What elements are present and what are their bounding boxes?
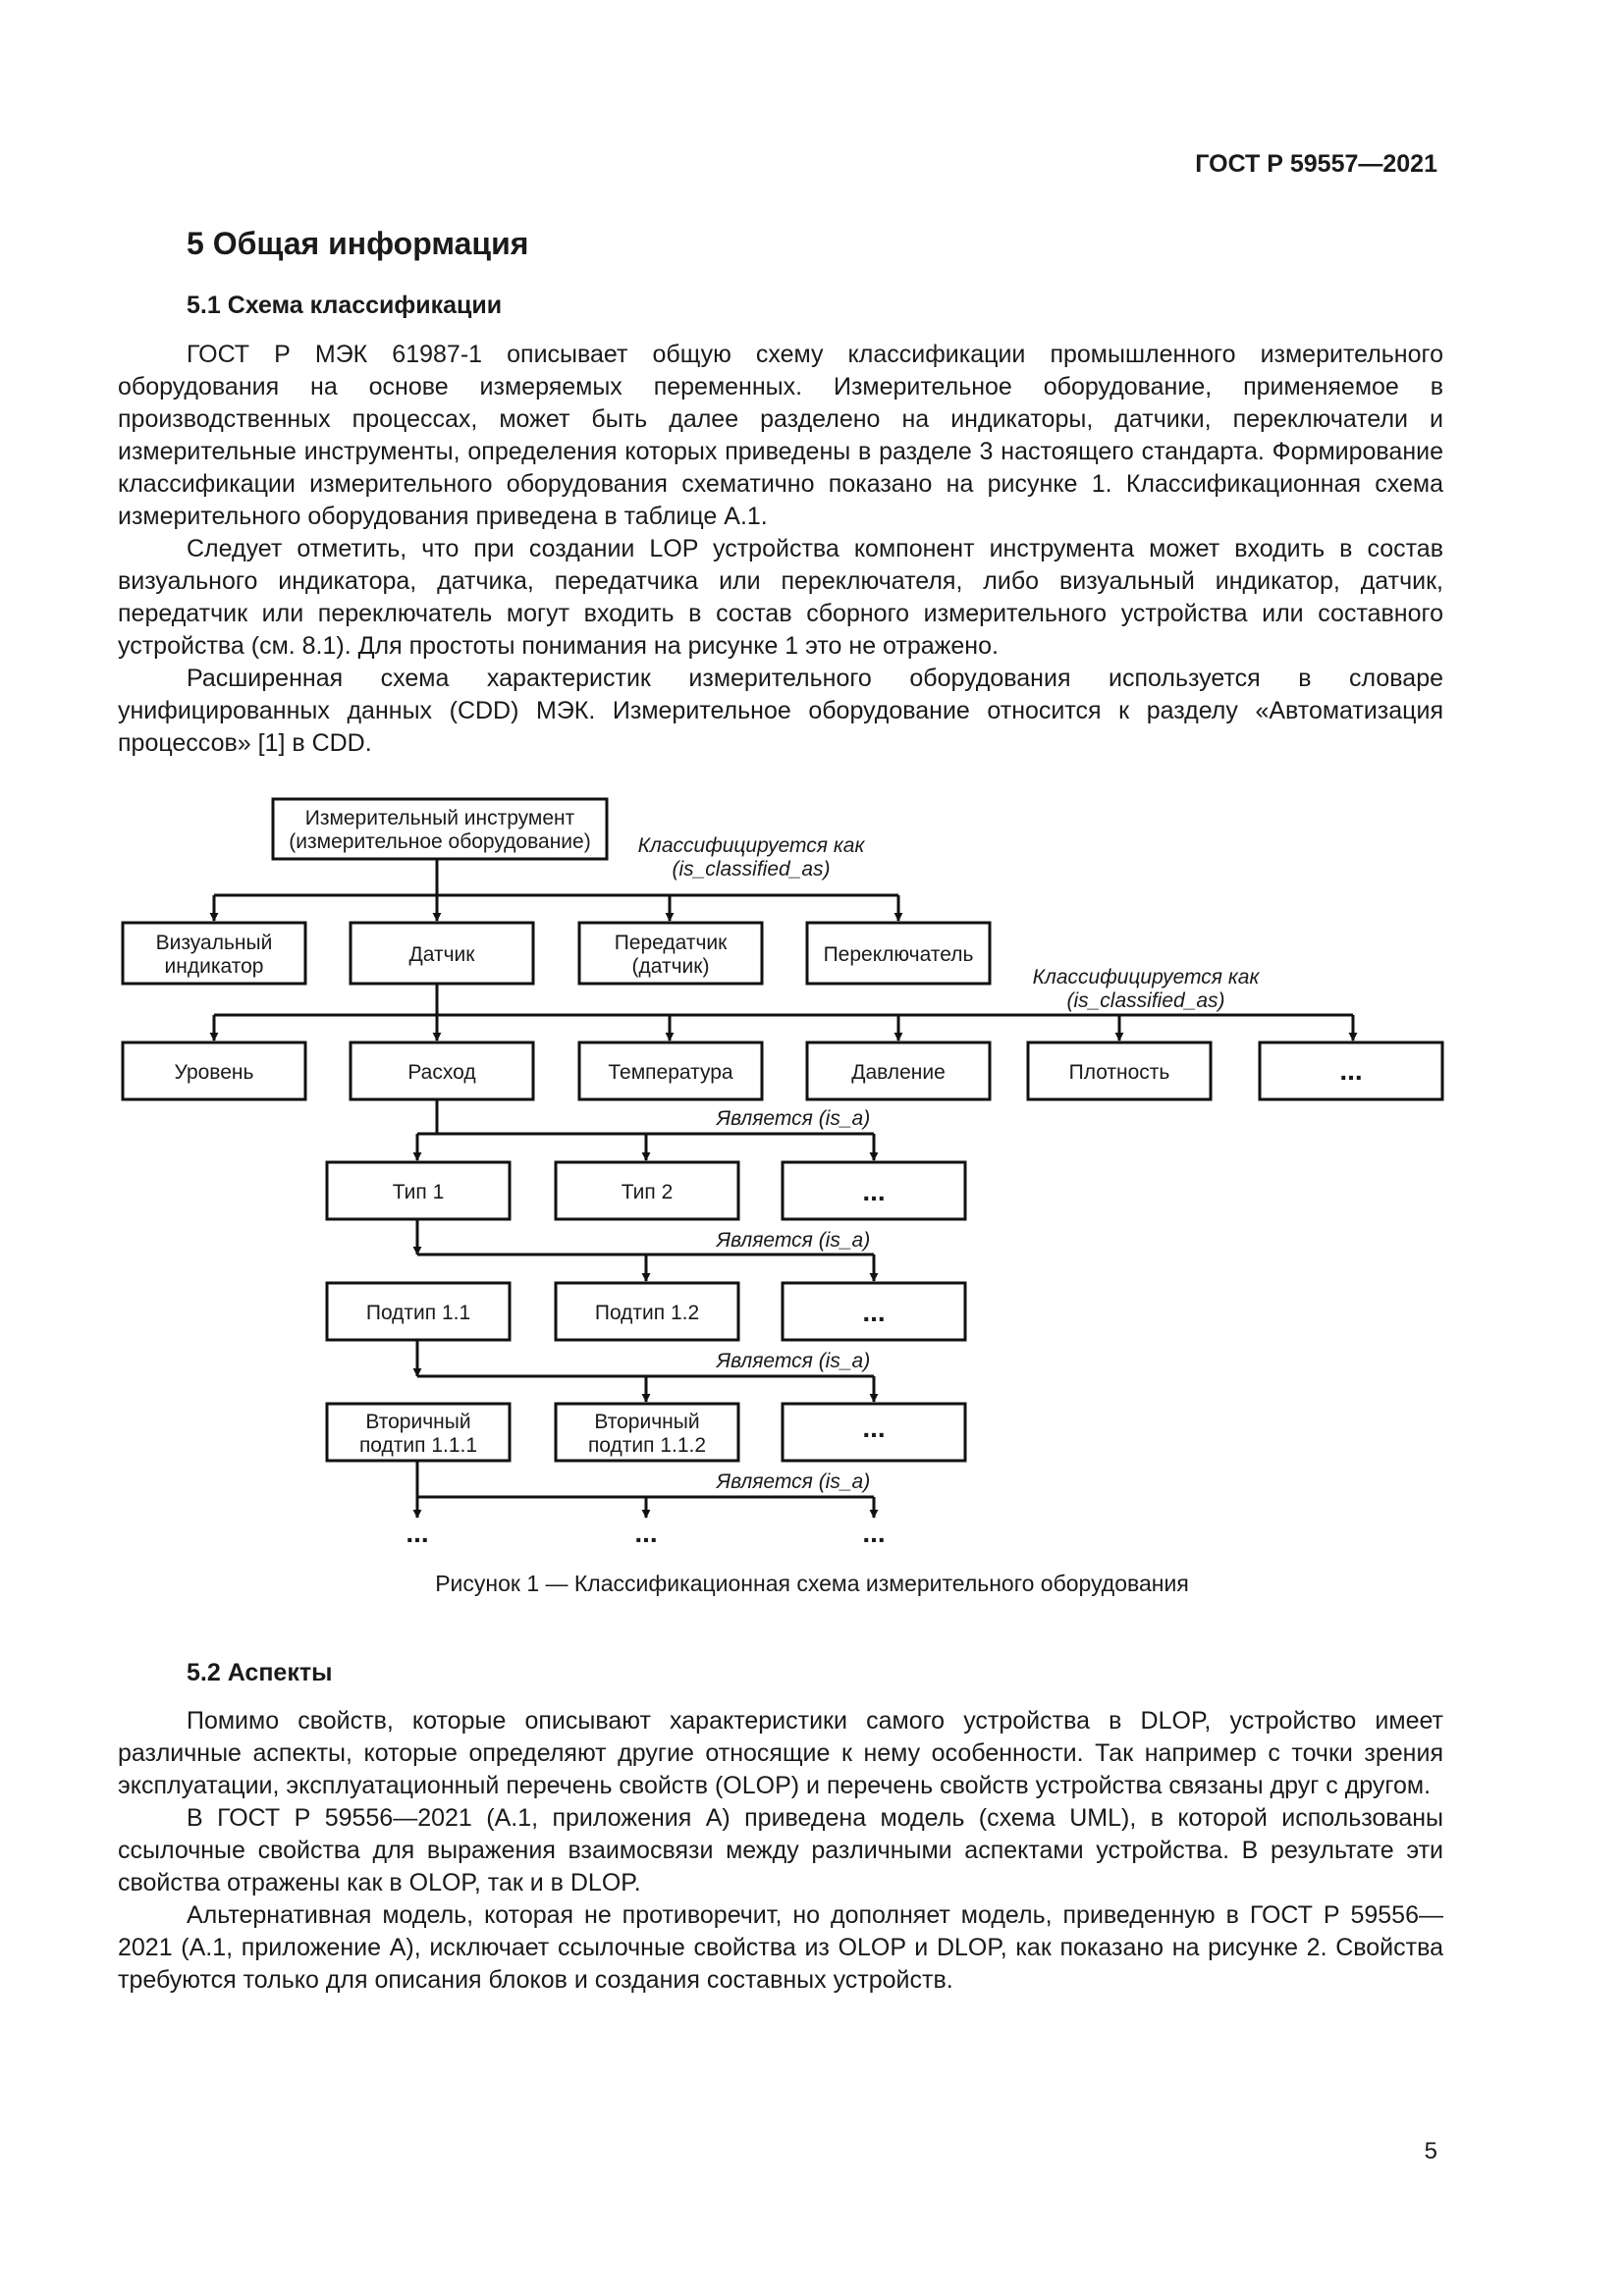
figure-caption: Рисунок 1 — Классификационная схема измерительного оборудования — [435, 1571, 1189, 1596]
is-a-label: Является (is_a) — [716, 1229, 871, 1252]
root-label: (измерительное оборудование) — [289, 830, 591, 853]
classified-as-label: (is_classified_as) — [672, 858, 831, 881]
paragraph: Помимо свойств, которые описывают характеристики самого устройства в DLOP, устройство имеет различные аспекты, которые определяют другие относящие к нему особенности. Так например с точки зрения эксплуатации, эксплуатационный перечень свойств (OLOP) и перечень свойств устройства связаны друг с другом. — [118, 1707, 1443, 1799]
subsection-title: 5.1 Схема классификации — [187, 292, 503, 319]
classification-diagram — [0, 775, 1624, 1551]
paragraph: ГОСТ Р МЭК 61987-1 описывает общую схему классификации промышленного измерительного оборудования на основе измеряемых переменных. Измерительное оборудование, применяемое в производственных процессах, может быть далее разделено на индикаторы, датчики, переключатели и измерительные инструменты, определения которых приведены в разделе 3 настоящего стандарта. Формирование классификации измерительного оборудования схематично показано на рисунке 1. Классификационная схема измерительного оборудования приведена в таблице А.1. — [118, 341, 1443, 530]
is-a-label: Является (is_a) — [716, 1107, 871, 1130]
section-title: 5 Общая информация — [187, 226, 529, 261]
secondary-label: Вторичный — [594, 1411, 700, 1433]
is-a-label: Является (is_a) — [716, 1470, 871, 1493]
bottom-ellipsis: ... — [862, 1518, 886, 1548]
type-label: Тип 1 — [392, 1181, 445, 1203]
subsection-body — [118, 339, 1443, 760]
level2-label: Уровень — [174, 1061, 254, 1084]
subtype-label: Подтип 1.1 — [365, 1302, 471, 1324]
paragraph: В ГОСТ Р 59556—2021 (А.1, приложения А) приведена модель (схема UML), в которой использованы ссылочные свойства для выражения взаимосвязи между различными аспектами устройства. В результате эти свойства отражены как в OLOP, так и в DLOP. — [118, 1804, 1443, 1896]
secondary-label: ... — [862, 1413, 886, 1443]
standard-header: ГОСТ Р 59557—2021 — [1195, 150, 1437, 178]
classified-as-label: Классифицируется как — [637, 834, 865, 857]
paragraph: Следует отметить, что при создании LOP устройства компонент инструмента может входить в состав визуального индикатора, датчика, передатчика или переключателя, либо визуальный индикатор, датчик, передатчик или переключатель могут входить в состав сборного измерительного устройства или составного устройства (см. 8.1). Для простоты понимания на рисунке 1 это не отражено. — [118, 535, 1443, 660]
level1-label: индикатор — [164, 955, 264, 978]
page-number: 5 — [1424, 2138, 1437, 2164]
paragraph: Альтернативная модель, которая не противоречит, но дополняет модель, приведенную в ГОСТ Р 59556—2021 (А.1, приложение А), исключает ссылочные свойства из OLOP и DLOP, как показано на рисунке 2. Свойства требуются только для описания блоков и создания составных устройств. — [118, 1901, 1443, 1994]
classified-as-label: Классифицируется как — [1032, 966, 1260, 988]
subsection-title: 5.2 Аспекты — [187, 1659, 333, 1686]
subtype-label: Подтип 1.2 — [594, 1302, 700, 1324]
secondary-label: подтип 1.1.2 — [587, 1434, 707, 1457]
level1-label: (датчик) — [631, 955, 710, 978]
level1-label: Визуальный — [155, 932, 273, 954]
level2-label: ... — [1339, 1055, 1363, 1086]
level1-label: Передатчик — [614, 932, 728, 954]
secondary-label: Вторичный — [365, 1411, 471, 1433]
is-a-label: Является (is_a) — [716, 1350, 871, 1372]
level2-label: Расход — [407, 1061, 476, 1084]
level2-label: Температура — [608, 1061, 733, 1084]
paragraph: Расширенная схема характеристик измерительного оборудования используется в словаре унифицированных данных (CDD) МЭК. Измерительное оборудование относится к разделу «Автоматизация процессов» [1] в CDD. — [118, 665, 1443, 757]
level2-label: Плотность — [1068, 1061, 1170, 1084]
level1-label: Переключатель — [823, 943, 974, 966]
classified-as-label: (is_classified_as) — [1066, 989, 1225, 1012]
level2-label: Давление — [851, 1061, 946, 1084]
type-label: ... — [862, 1176, 886, 1206]
level1-label: Датчик — [408, 943, 475, 966]
bottom-ellipsis: ... — [634, 1518, 658, 1548]
secondary-label: подтип 1.1.1 — [358, 1434, 478, 1457]
type-label: Тип 2 — [621, 1181, 674, 1203]
subsection-body — [118, 1705, 1443, 1997]
subtype-label: ... — [862, 1297, 886, 1327]
bottom-ellipsis: ... — [406, 1518, 429, 1548]
root-label: Измерительный инструмент — [304, 807, 575, 829]
